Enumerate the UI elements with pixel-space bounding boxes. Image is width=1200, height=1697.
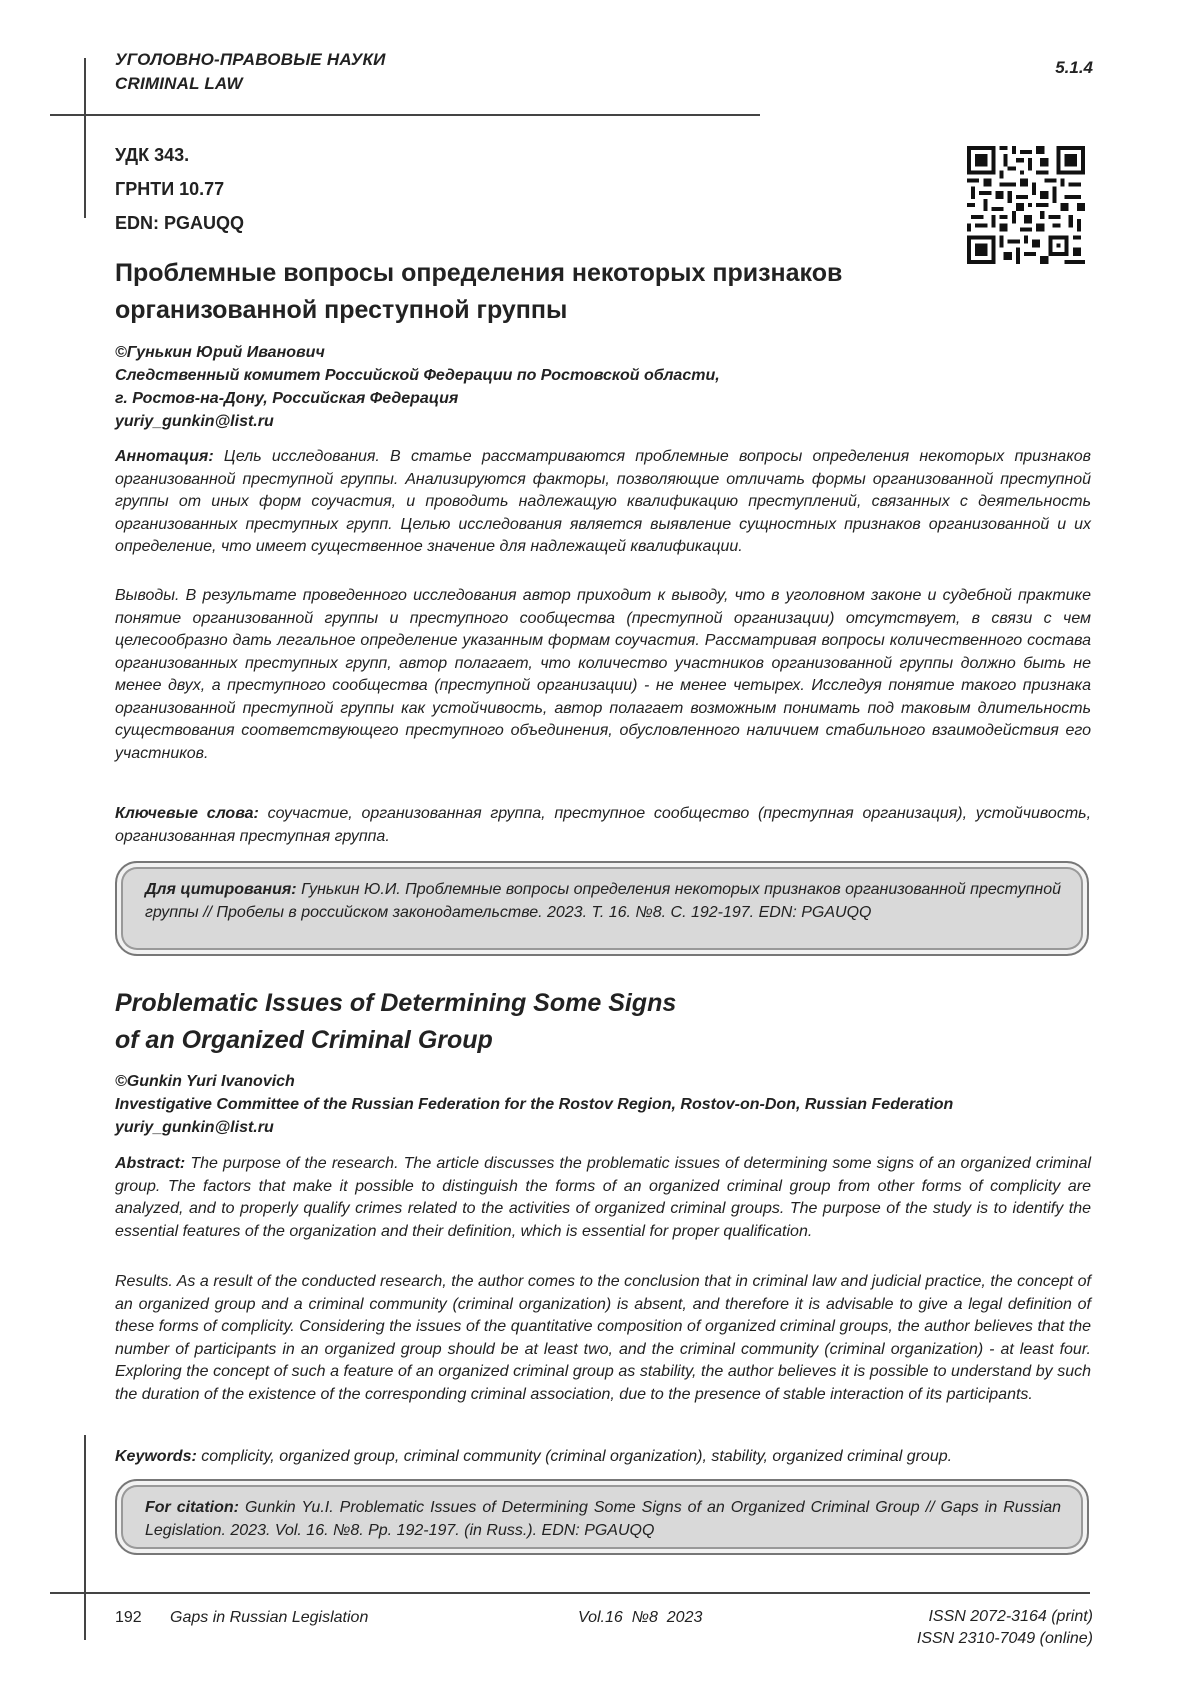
article-meta (115, 138, 244, 240)
ru-citation-box (115, 861, 1089, 956)
footer-issn (917, 1606, 1093, 1650)
en-citation-box (115, 1479, 1089, 1555)
ru-author-city: г. Ростов-на-Дону, Российская Федерация (115, 390, 459, 407)
edn: EDN: PGAUQQ (115, 213, 245, 233)
en-title-line-2: of an Organized Criminal Group (115, 1026, 493, 1054)
section-ru: УГОЛОВНО-ПРАВОВЫЕ НАУКИ (115, 50, 386, 69)
ru-author-org: Следственный комитет Российской Федерации по Ростовской области, (115, 367, 720, 384)
footer-issue-text: Vol.16 №8 2023 (578, 1609, 703, 1626)
grnti: ГРНТИ 10.77 (115, 179, 225, 199)
udk: УДК 343. (115, 145, 190, 165)
footer-issn-online: ISSN 2310-7049 (online) (916, 1630, 1093, 1647)
section-heading (115, 48, 386, 96)
en-results: Results. As a result of the conducted research, the author comes to the conclusion that in criminal law and judicial practice, the concept of an organized group and a criminal community (criminal organization) is absent, and therefore it is advisable to give a legal definition of these forms of complicity. Considering the issues of the quantitative composition of organized criminal groups, the author believes that the number of participants in an organized group should be at least two, and the criminal community (criminal organization) - at least four. Exploring the concept of such a feature of an organized criminal group as stability, the author believes it is possible to understand by such the duration of the existence of the corresponding criminal association, due to the presence of stable interaction of its participants. (115, 1273, 1091, 1403)
ru-article-title (115, 255, 915, 329)
section-en: CRIMINAL LAW (115, 74, 243, 93)
ru-abstract-label: Аннотация: (115, 448, 214, 465)
footer-journal (170, 1609, 368, 1627)
ru-citation-text: Гунькин Ю.И. Проблемные вопросы определения некоторых признаков организованной преступной группы // Пробелы в российском законодательстве. 2023. Т. 16. №8. С. 192-197. EDN: PGAUQQ (145, 881, 1061, 921)
footer-rule (50, 1592, 1090, 1594)
ru-author-email[interactable]: yuriy_gunkin@list.ru (115, 413, 274, 430)
ru-keywords-text: соучастие, организованная группа, преступное сообщество (преступная организация), устойчивость, организованная преступная группа. (115, 805, 1092, 845)
qr-code-icon (967, 146, 1085, 264)
en-article-title (115, 985, 915, 1059)
en-author-org: Investigative Committee of the Russian Federation for the Rostov Region, Rostov-on-Don, Russian Federation (115, 1096, 954, 1113)
ru-title-line-2: организованной преступной группы (115, 296, 568, 324)
footer-page-number: 192 (115, 1609, 142, 1626)
en-keywords-text: complicity, organized group, criminal community (criminal organization), stability, organized criminal group. (201, 1448, 953, 1465)
footer-issn-print: ISSN 2072-3164 (print) (928, 1608, 1093, 1625)
en-author-name: ©Gunkin Yuri Ivanovich (115, 1073, 295, 1090)
ru-abstract (115, 446, 1091, 559)
ru-citation-label: Для цитирования: (145, 881, 297, 898)
en-author-block (115, 1070, 953, 1139)
ru-title-line-1: Проблемные вопросы определения некоторых признаков (115, 259, 843, 287)
footer-issue (578, 1609, 702, 1627)
ru-author-block (115, 341, 720, 433)
footer-journal-name: Gaps in Russian Legislation (170, 1609, 369, 1626)
en-keywords (115, 1446, 1091, 1469)
en-keywords-label: Keywords: (115, 1448, 197, 1465)
ru-keywords (115, 803, 1091, 848)
en-citation-label: For citation: (145, 1499, 239, 1516)
top-left-vertical-rule (84, 58, 86, 218)
ru-author-name: ©Гунькин Юрий Иванович (115, 344, 325, 361)
en-abstract-label: Abstract: (115, 1155, 186, 1172)
header-rule (50, 114, 760, 116)
en-abstract (115, 1153, 1091, 1243)
en-abstract-text: The purpose of the research. The article discusses the problematic issues of determining some signs of an organized criminal group. The factors that make it possible to distinguish the forms of an organized criminal group from other forms of complicity are analyzed, and to properly qualify crimes related to the activities of organized criminal groups. The purpose of the study is to identify the essential features of the organization and their definition, which is essential for proper qualification. (115, 1155, 1091, 1240)
ru-abstract-text: Цель исследования. В статье рассматриваются проблемные вопросы определения некоторых признаков организованной преступной группы. Анализируются факторы, позволяющие отличать формы организованной преступной группы от иных форм соучастия, и проводить надлежащую квалификацию преступлений, связанных с деятельность организованных преступных групп. Целью исследования является выявление сущностных признаков организованной и их определение, что имеет существенное значение для надлежащей квалификации. (115, 448, 1091, 555)
en-citation-text: Gunkin Yu.I. Problematic Issues of Determining Some Signs of an Organized Criminal Group // Gaps in Russian Legislation. 2023. Vol. 16. №8. Pp. 192-197. (in Russ.). EDN: PGAUQQ (145, 1499, 1062, 1539)
en-author-email[interactable]: yuriy_gunkin@list.ru (115, 1119, 274, 1136)
specialty-code: 5.1.4 (1055, 58, 1093, 77)
bottom-left-vertical-rule (84, 1435, 86, 1640)
en-title-line-1: Problematic Issues of Determining Some Signs (115, 989, 677, 1017)
ru-keywords-label: Ключевые слова: (115, 805, 259, 822)
ru-conclusions: Выводы. В результате проведенного исследования автор приходит к выводу, что в уголовном законе и судебной практике понятие организованной группы и преступного сообщества (преступной организации) отсутствует, в связи с чем целесообразно дать легальное определение указанным формам соучастия. Рассматривая вопросы количественного состава организованных преступных групп, автор полагает, что количество участников организованной группы должно быть не менее двух, а преступного сообщества (преступной организации) - не менее четырех. Исследуя понятие такого признака организованной преступной группы как устойчивость, автор полагает возможным понимать под таковым длительность существования соответствующего преступного объединения, обусловленного наличием стабильного взаимодействия его участников. (115, 587, 1091, 762)
